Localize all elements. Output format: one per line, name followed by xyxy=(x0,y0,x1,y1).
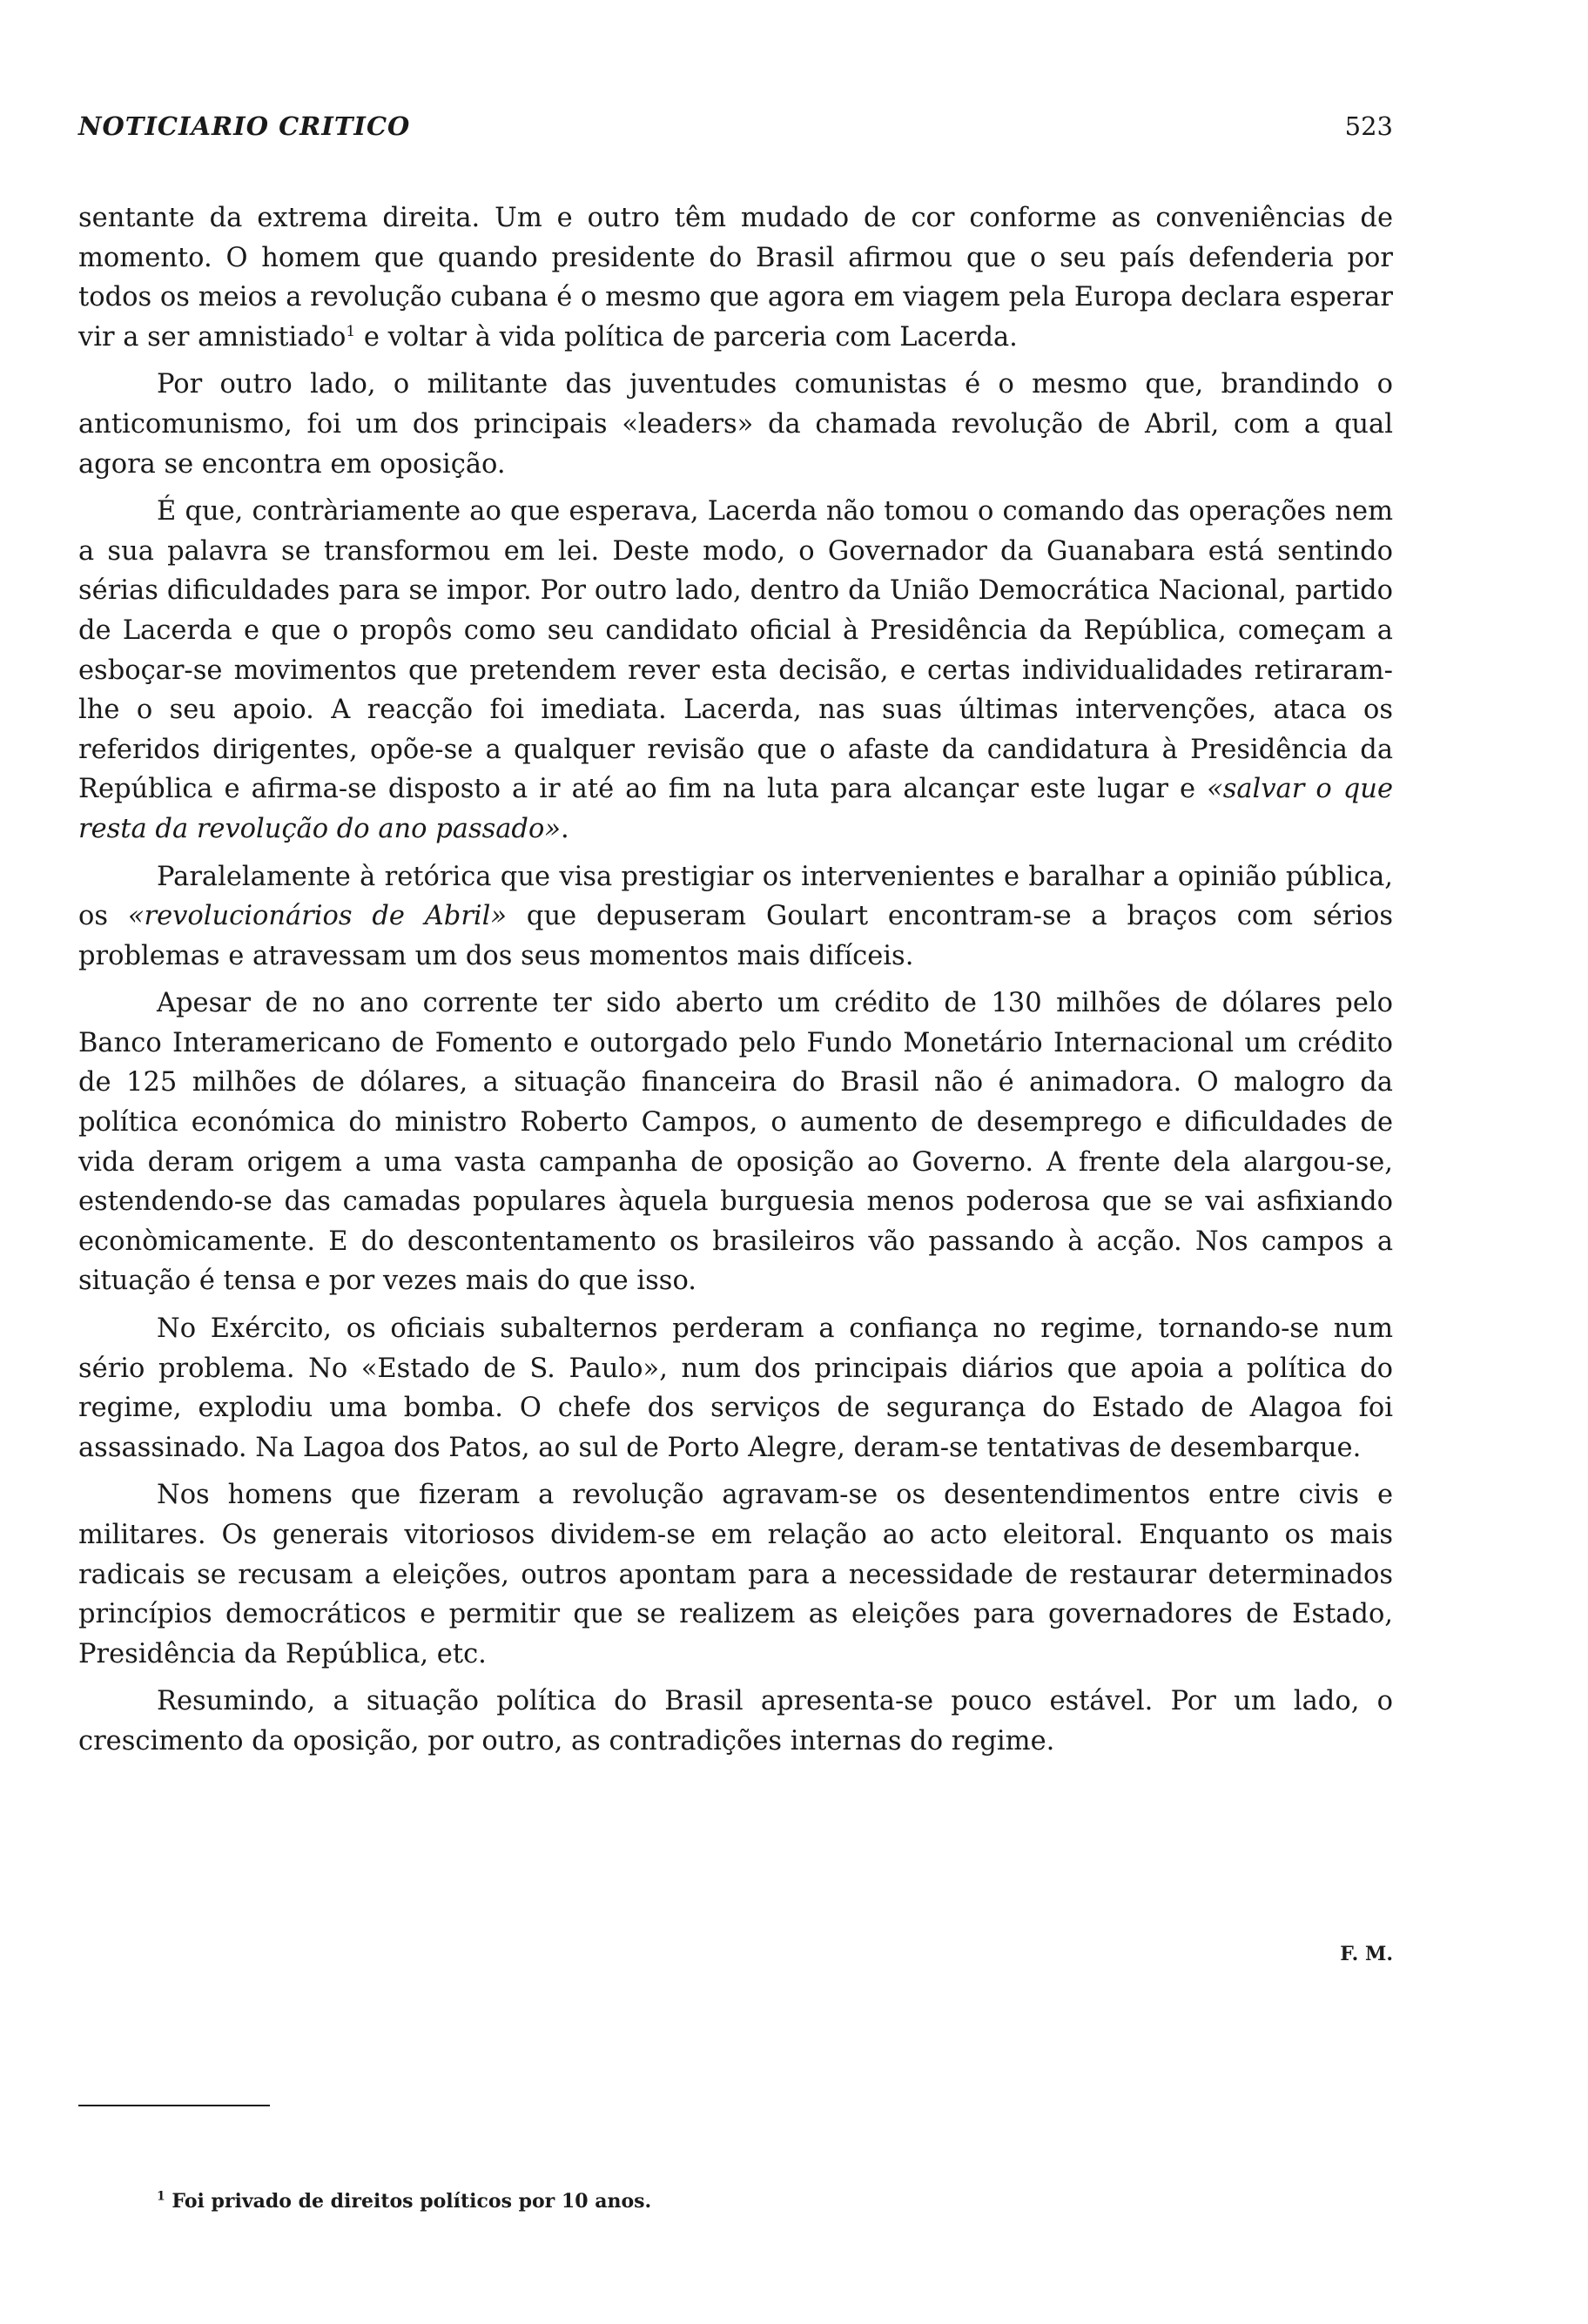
paragraph-text: Paralelamente à retórica que visa prestigiar os intervenientes e baralhar a opinião pública, os xyxy=(78,861,1393,932)
paragraph xyxy=(78,198,1393,357)
paragraph xyxy=(78,492,1393,849)
paragraph-text: e voltar à vida política de parceria com Lacerda. xyxy=(355,321,1018,353)
paragraph-text: que depuseram Goulart encontram-se a braços com sérios problemas e atravessam um dos seus momentos mais difíceis. xyxy=(78,901,1393,971)
footnote-reference: 1 xyxy=(346,322,356,340)
footnote-divider xyxy=(78,2105,270,2106)
paragraph: Apesar de no ano corrente ter sido aberto um crédito de 130 milhões de dólares pelo Banco Interamericano de Fomento e outorgado pelo Fundo Monetário Internacional um crédito de 125 milhões de dólares, a situação financeira do Brasil não é animadora. O malogro da política económica do ministro Roberto Campos, o aumento de desemprego e dificuldades de vida deram origem a uma vasta campanha de oposição ao Governo. A frente dela alargou-se, estendendo-se das camadas populares àquela burguesia menos poderosa que se vai asfixiando econòmicamente. E do descontentamento os brasileiros vão passando à acção. Nos campos a situação é tensa e por vezes mais do que isso. xyxy=(78,988,1393,1297)
author-signature: F. M. xyxy=(1340,1943,1393,1965)
italic-quote: «revolucionários de Abril» xyxy=(127,901,508,932)
paragraph-text: É que, contràriamente ao que esperava, Lacerda não tomou o comando das operações nem a sua palavra se transformou em lei. Deste modo, o Governador da Guanabara está sentindo sérias dificuldades para se impor. Por outro lado, dentro da União Democrática Nacional, partido de Lacerda e que o propôs como seu candidato oficial à Presidência da República, começam a esboçar-se movimentos que pretendem rever esta decisão, e certas individualidades retiraram-lhe o seu apoio. A reacção foi imediata. Lacerda, nas suas últimas intervenções, ataca os referidos dirigentes, opõe-se a qualquer revisão que o afaste da candidatura à Presidência da República e afirma-se disposto a ir até ao fim na luta para alcançar este lugar e xyxy=(78,496,1393,805)
footnote-text: Foi privado de direitos políticos por 10 anos. xyxy=(172,2190,652,2213)
paragraph xyxy=(78,857,1393,977)
paragraph-text: sentante da extrema direita. Um e outro têm mudado de cor conforme as conveniências de momento. O homem que quando presidente do Brasil afirmou que o seu país defenderia por todos os meios a revolução cubana é o mesmo que agora em viagem pela Europa declara esperar vir a ser amnistiado xyxy=(78,203,1393,353)
article-body xyxy=(78,198,1393,1770)
footnote-marker: 1 xyxy=(157,2189,165,2204)
paragraph-text: . xyxy=(560,813,569,844)
italic-quote: «salvar o que resta da revolução do ano passado» xyxy=(78,774,1393,844)
running-head: NOTICIARIO CRITICO xyxy=(78,111,411,141)
paragraph: Nos homens que fizeram a revolução agravam-se os desentendimentos entre civis e militares. Os generais vitoriosos dividem-se em relação ao acto eleitoral. Enquanto os mais radicais se recusam a eleições, outros apontam para a necessidade de restaurar determinados princípios democráticos e permitir que se realizem as eleições para governadores de Estado, Presidência da República, etc. xyxy=(78,1480,1393,1669)
paragraph: No Exército, os oficiais subalternos perderam a confiança no regime, tornando-se num sério problema. No «Estado de S. Paulo», num dos principais diários que apoia a política do regime, explodiu uma bomba. O chefe dos serviços de segurança do Estado de Alagoa foi assassinado. Na Lagoa dos Patos, ao sul de Porto Alegre, deram-se tentativas de desembarque. xyxy=(78,1313,1393,1463)
paragraph: Resumindo, a situação política do Brasil apresenta-se pouco estável. Por um lado, o crescimento da oposição, por outro, as contradições internas do regime. xyxy=(78,1686,1393,1756)
page-header xyxy=(78,111,1393,146)
paragraph: Por outro lado, o militante das juventudes comunistas é o mesmo que, brandindo o anticomunismo, foi um dos principais «leaders» da chamada revolução de Abril, com a qual agora se encontra em oposição. xyxy=(78,369,1393,480)
footnote xyxy=(157,2190,651,2213)
page-number: 523 xyxy=(1344,111,1393,141)
